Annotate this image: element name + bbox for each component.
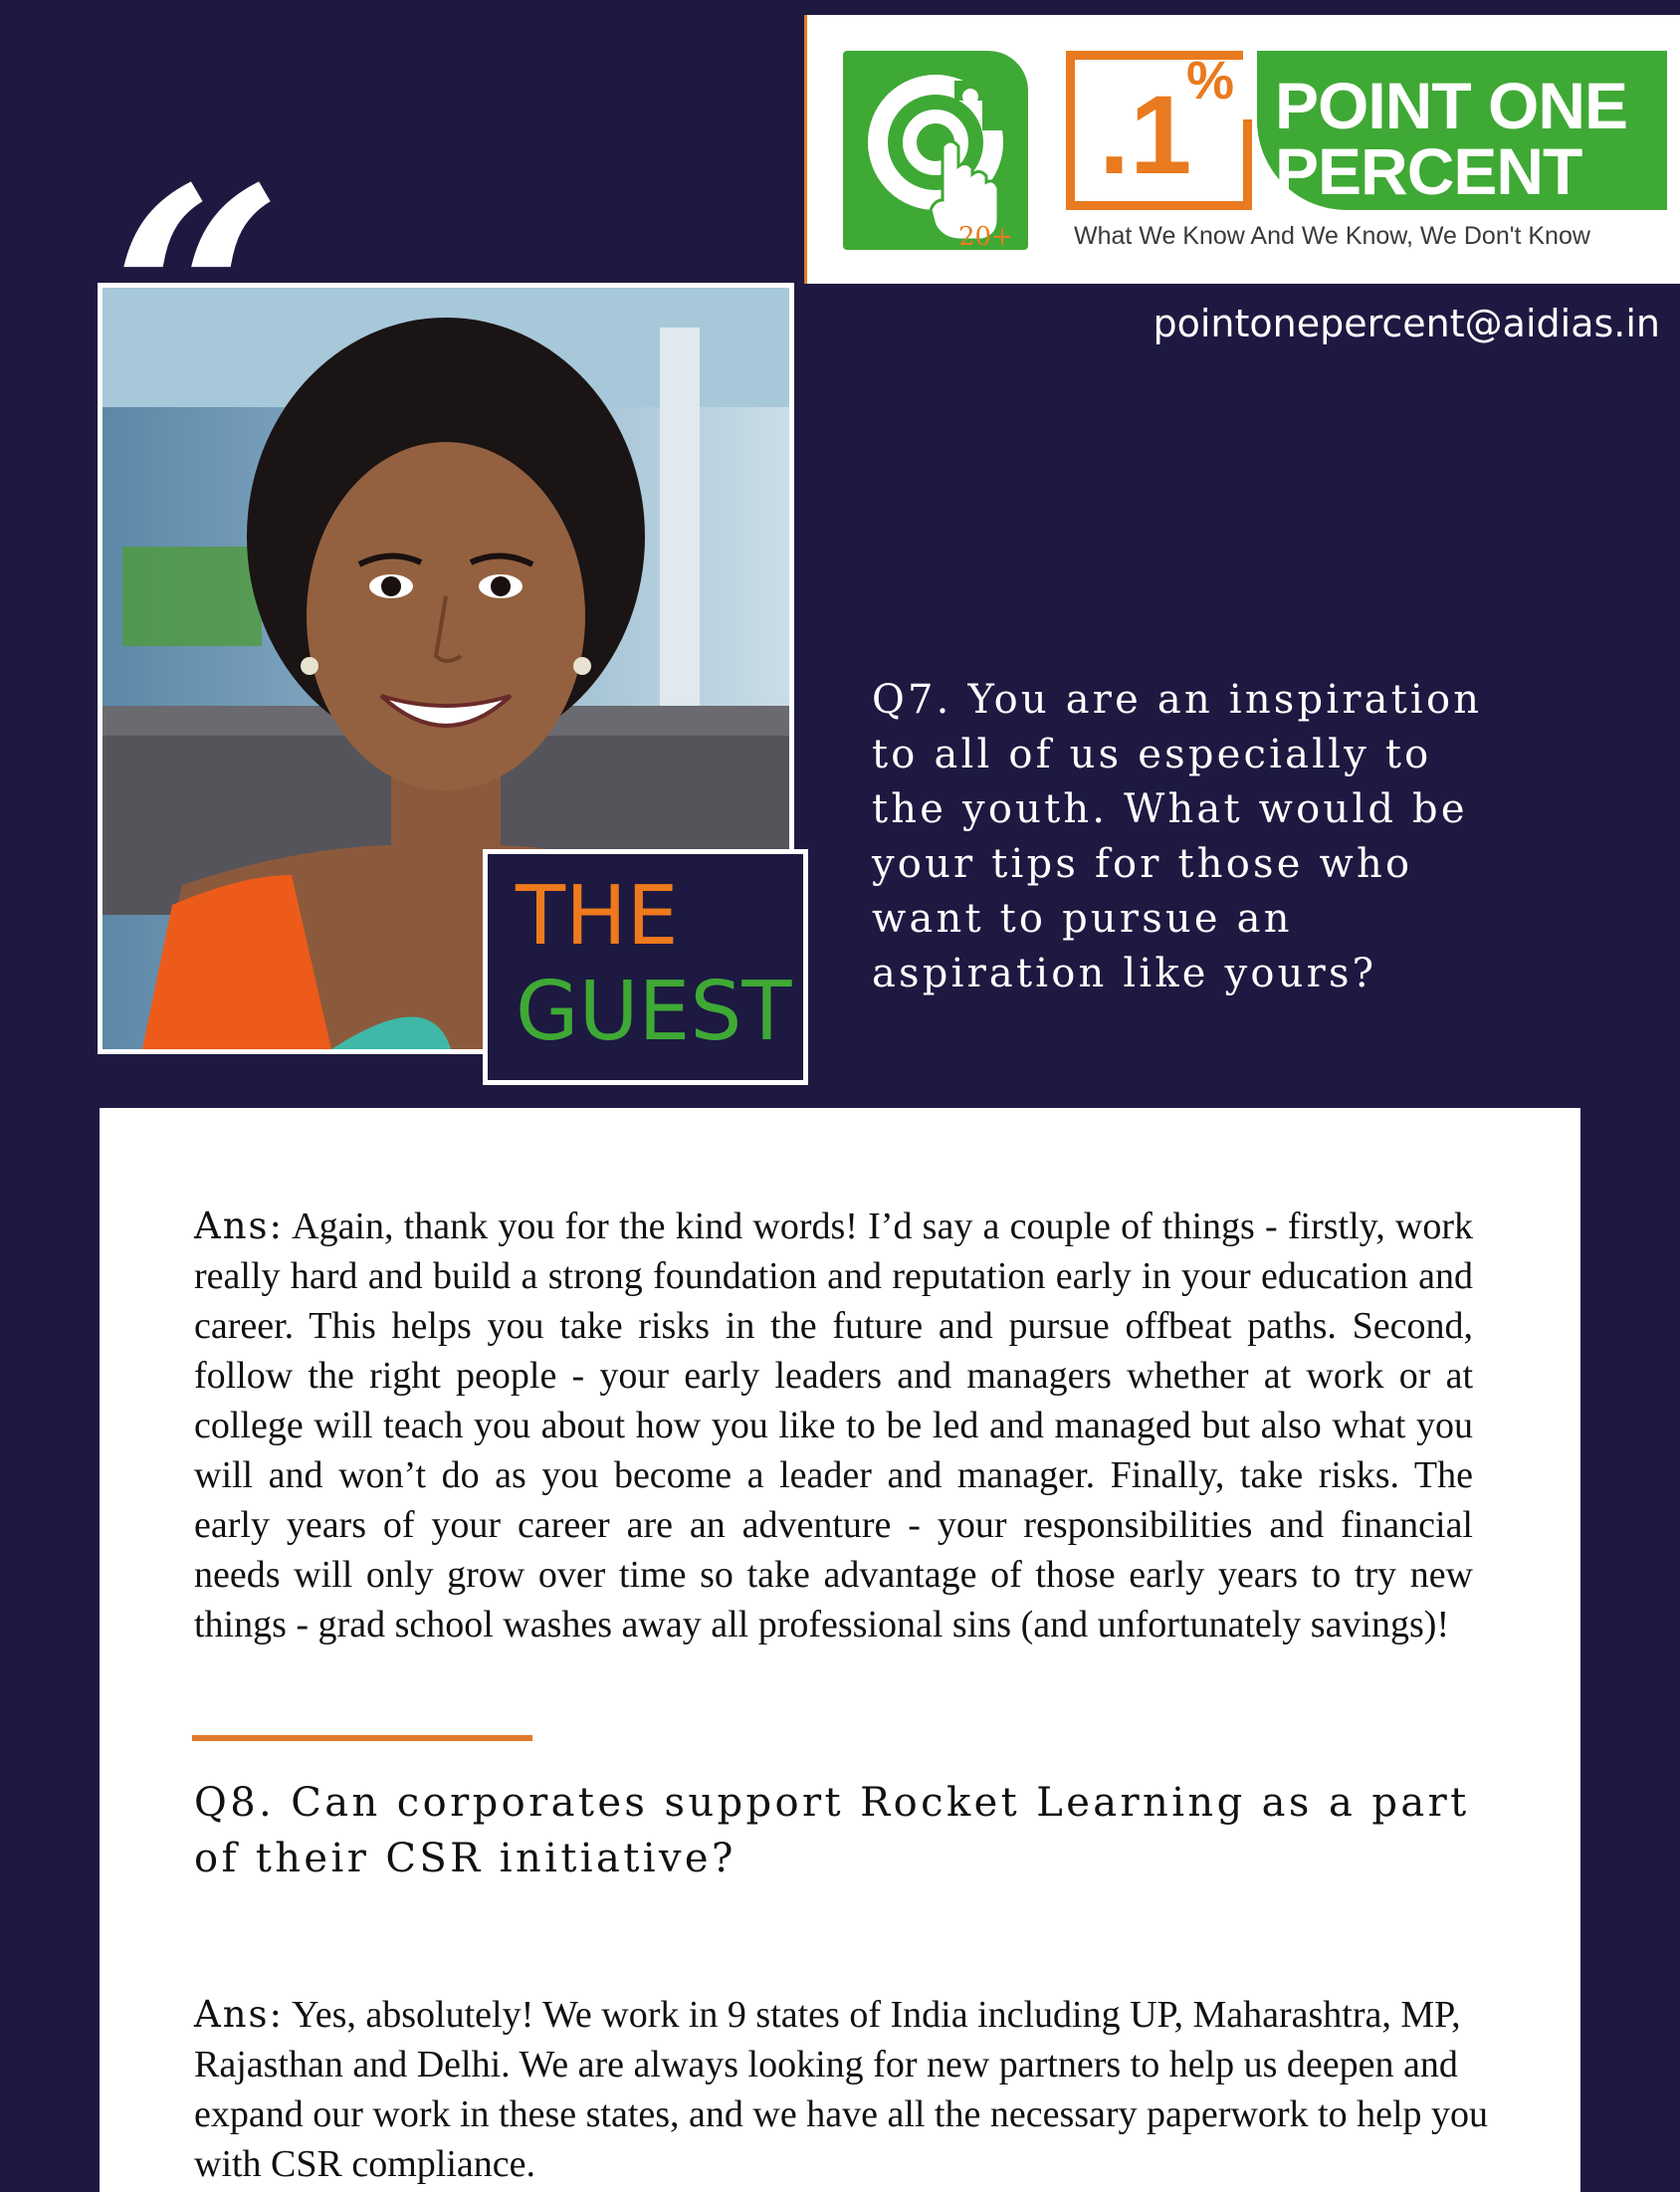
- logo-percent-digit: .1: [1099, 73, 1192, 197]
- question-8: Q8. Can corporates support Rocket Learning as a part of their CSR initiative?: [194, 1780, 1470, 1881]
- question-7: Q7. You are an inspiration to all of us especially to the youth. What would be your tips for those who want to pursue an aspiration like yours?: [872, 677, 1483, 996]
- guest-label-box: [483, 849, 808, 1085]
- answer-7: [194, 1202, 1473, 1649]
- answer-7-prefix: Ans:: [194, 1205, 285, 1247]
- answer-8-text: Yes, absolutely! We work in 9 states of India including UP, Maharashtra, MP, Rajasthan and Delhi. We are always looking for new partners to help us deepen and expand our work in these states, and we have all the necessary paperwork to help you with CSR compliance.: [194, 1994, 1489, 2185]
- logo-name-box: [1257, 51, 1667, 210]
- logo-name-line2: PERCENT: [1275, 134, 1582, 208]
- at-sign-pointing-hand-icon: [843, 51, 1028, 250]
- logo-tagline: What We Know And We Know, We Don't Know: [1074, 222, 1590, 250]
- content-panel: [100, 1108, 1580, 2192]
- logo-percent-sign: %: [1186, 51, 1235, 110]
- logo-percent-box: [1066, 51, 1243, 210]
- guest-label-guest: GUEST: [516, 965, 792, 1059]
- logo-name-line1: POINT ONE: [1275, 69, 1628, 142]
- answer-8-prefix: Ans:: [194, 1993, 285, 2036]
- contact-email[interactable]: pointonepercent@aidias.in: [1153, 302, 1660, 345]
- logo-banner: [804, 15, 1680, 284]
- badge-text: 20+: [958, 222, 1013, 250]
- section-divider: [192, 1735, 532, 1741]
- answer-7-text: Again, thank you for the kind words! I’d say a couple of things - firstly, work really hard and build a strong foundation and reputation early in your education and career. This helps you take risks in the future and pursue offbeat paths. Second, follow the right people - your early leaders and managers whether at work or at college will teach you about how you like to be led and managed but also what you will and won’t do as you become a leader and manager. Finally, take risks. The early years of your career are an adventure - your responsibilities and financial needs will only grow over time so take advantage of those early years to try new things - grad school washes away all professional sins (and unfortunately savings)!: [194, 1206, 1473, 1645]
- answer-8: [194, 1990, 1488, 2189]
- guest-label-the: THE: [516, 869, 679, 964]
